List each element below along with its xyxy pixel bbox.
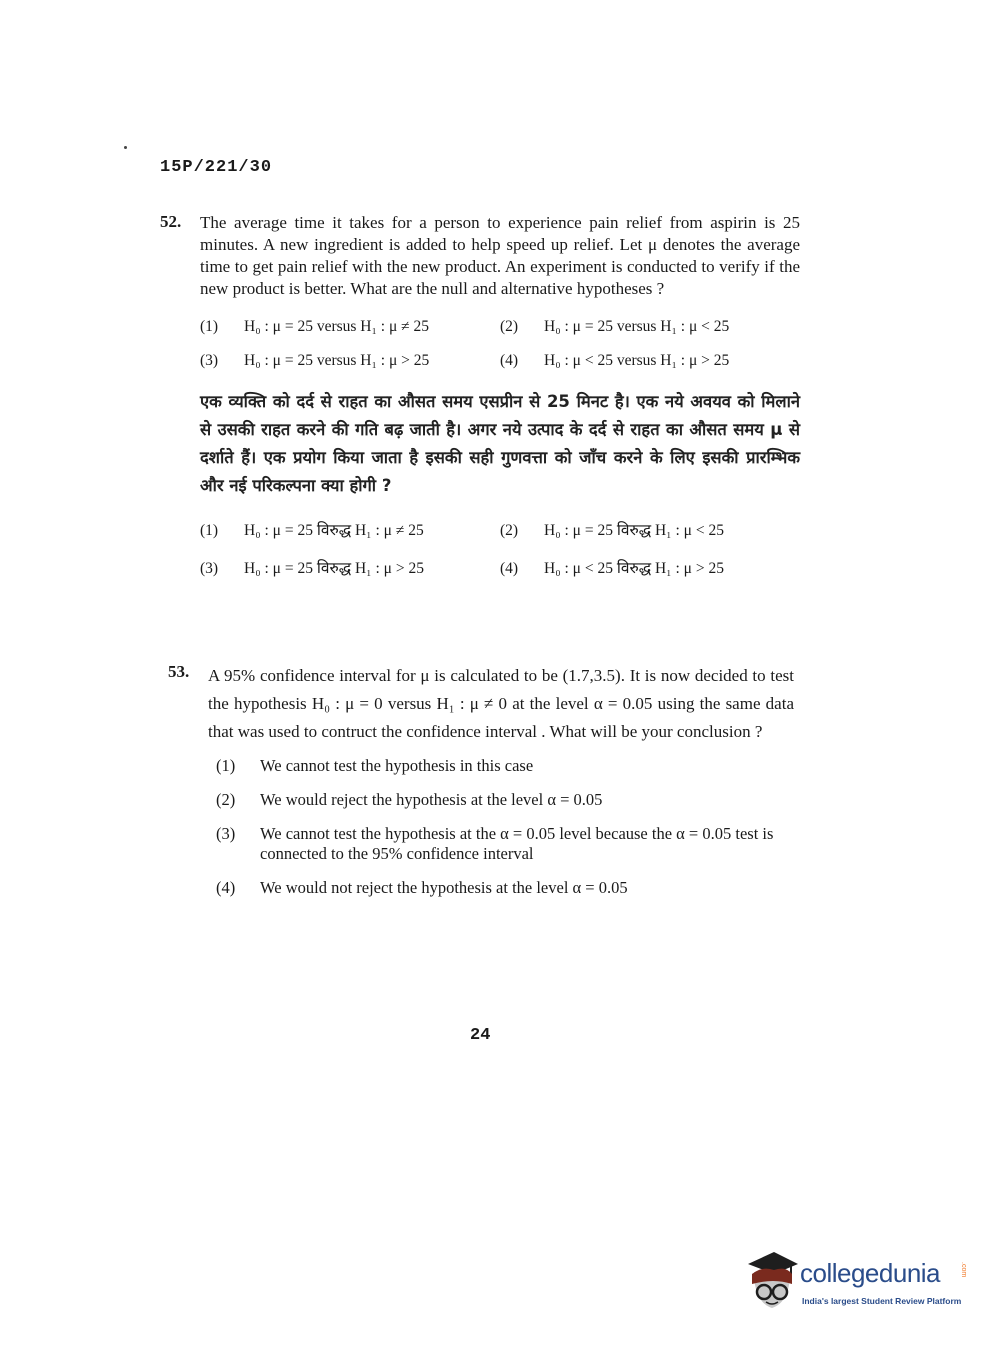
option-number: (3) — [216, 824, 236, 843]
page-number: 24 — [470, 1026, 491, 1045]
option-number: (1) — [200, 318, 219, 335]
option-2 — [500, 318, 800, 336]
question-52 — [160, 212, 800, 596]
option-number: (2) — [216, 790, 236, 809]
option-text: H₀ : μ = 25 versus H₁ : μ > 25 — [244, 352, 430, 369]
option-1 — [200, 318, 500, 336]
option-number: (2) — [500, 522, 519, 539]
option-text: H₀ : μ = 25 विरुद्ध H₁ : μ ≠ 25 — [244, 522, 424, 539]
option-3 — [200, 352, 500, 370]
question-number: 52. — [160, 212, 182, 231]
option-text: We would reject the hypothesis at the level α = 0.05 — [260, 790, 603, 809]
option-text: H₀ : μ = 25 विरुद्ध H₁ : μ < 25 — [544, 522, 724, 539]
option-4 — [216, 878, 794, 898]
collegedunia-watermark — [744, 1250, 974, 1316]
option-1 — [200, 518, 500, 540]
option-text: H₀ : μ = 25 versus H₁ : μ < 25 — [544, 318, 730, 335]
option-number: (1) — [216, 756, 236, 775]
question-text-hindi: एक व्यक्ति को दर्द से राहत का औसत समय एसप्रीन से 25 मिनट है। एक नये अवयव को मिलाने से उसकी राहत करने की गति बढ़ जाती है। अगर नये उत्पाद के दर्द से राहत का औसत समय μ से दर्शाते हैं। एक प्रयोग किया जाता है इसकी सही गुणवत्ता को जाँच करने के लिए इसकी प्रारम्भिक और नई परिकल्पना क्या होगी ? — [200, 392, 800, 495]
option-number: (4) — [500, 352, 519, 369]
scan-speck — [124, 146, 127, 149]
option-4 — [500, 556, 800, 578]
option-1 — [216, 756, 794, 776]
option-text: We cannot test the hypothesis at the α = 0.05 level because the α = 0.05 test is connected to the 95% confidence interval — [260, 824, 774, 863]
option-text: We would not reject the hypothesis at the level α = 0.05 — [260, 878, 628, 897]
option-3 — [200, 556, 500, 578]
option-2 — [216, 790, 794, 810]
option-2 — [500, 518, 800, 540]
question-53 — [168, 662, 794, 912]
option-text: We cannot test the hypothesis in this case — [260, 756, 534, 775]
option-text: H₀ : μ < 25 versus H₁ : μ > 25 — [544, 352, 730, 369]
watermark-suffix: .com — [960, 1262, 967, 1278]
option-text: H₀ : μ = 25 versus H₁ : μ ≠ 25 — [244, 318, 430, 335]
mascot-icon — [744, 1250, 800, 1316]
option-number: (1) — [200, 522, 219, 539]
paper-code: 15P/221/30 — [160, 158, 273, 177]
option-number: (3) — [200, 560, 219, 577]
question-number: 53. — [168, 662, 190, 681]
option-number: (2) — [500, 318, 519, 335]
option-number: (4) — [216, 878, 236, 897]
question-text-english: A 95% confidence interval for μ is calculated to be (1.7,3.5). It is now decided to test the hypothesis H₀ : μ = 0 versus H₁ : μ ≠ 0 at the level α = 0.05 using the same data that was used to contruct the confidence interval . What will be your conclusion ? — [208, 666, 794, 741]
question-text-english: The average time it takes for a person to experience pain relief from aspirin is 25 minutes. A new ingredient is added to help speed up relief. Let μ denotes the average time to get pain relief with the new product. An experiment is conducted to verify if the new product is better. What are the null and alternative hypotheses ? — [200, 213, 800, 298]
option-3 — [216, 824, 794, 864]
option-number: (3) — [200, 352, 219, 369]
option-text: H₀ : μ = 25 विरुद्ध H₁ : μ > 25 — [244, 560, 424, 577]
option-number: (4) — [500, 560, 519, 577]
watermark-brand: collegedunia — [800, 1258, 941, 1288]
watermark-tagline: India's largest Student Review Platform — [802, 1296, 962, 1306]
option-4 — [500, 352, 800, 370]
option-text: H₀ : μ < 25 विरुद्ध H₁ : μ > 25 — [544, 560, 724, 577]
options-english — [216, 756, 794, 898]
options-hindi — [200, 518, 800, 578]
options-english — [200, 318, 800, 370]
